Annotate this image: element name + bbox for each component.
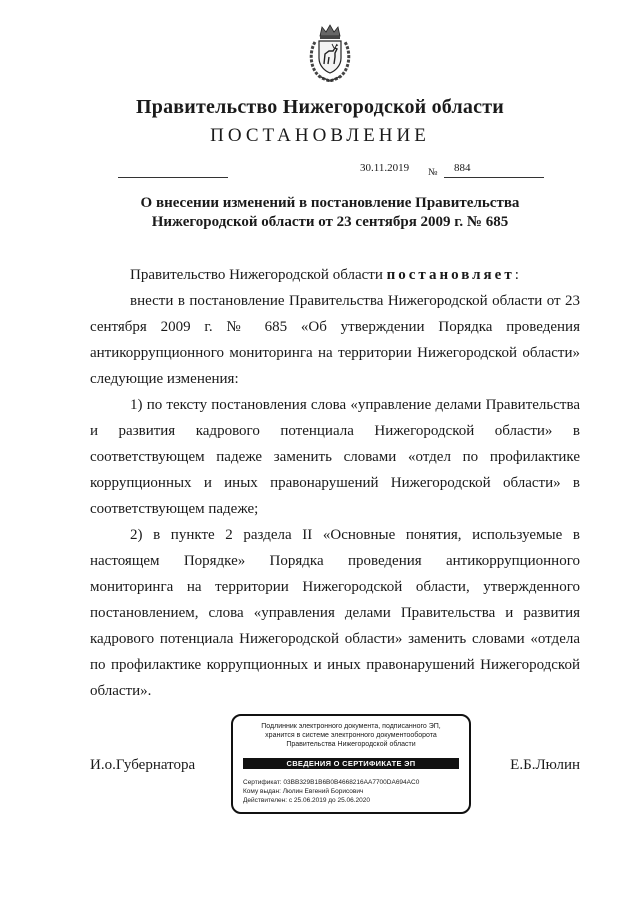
stamp-notice-line: Правительства Нижегородской области [286,741,416,748]
signer-position: И.о.Губернатора [90,757,196,773]
paragraph-item-1: 1) по тексту постановления слова «управление делами Правительства и развития кадрового потенциала Нижегородской области» в соответствующем падеже заменить словами «отдел по профилактике коррупционных и иных правонарушений Нижегородской области» в соответствующем падеже; [90,397,580,517]
intro-paragraph [90,262,580,288]
certificate-validity: Действителен: с 25.06.2019 до 25.06.2020 [243,797,371,804]
electronic-signature-stamp [231,714,471,814]
document-subject [120,194,540,232]
subject-line-1: О внесении изменений в постановление Правительства [140,195,520,211]
stamp-notice-line: хранится в системе электронного документооборота [265,732,437,739]
date-blank-line [118,177,228,178]
intro-text: Правительство Нижегородской области [130,267,387,283]
number-sign: № [428,167,438,178]
stamp-notice-line: Подлинник электронного документа, подписанного ЭП, [261,723,441,730]
stamp-header: СВЕДЕНИЯ О СЕРТИФИКАТЕ ЭП [243,758,459,769]
subject-line-2: Нижегородской области от 23 сентября 2009 г. № 685 [151,214,509,230]
intro-colon: : [514,267,519,283]
resolves-word: постановляет [386,267,515,283]
paragraph-item-2: 2) в пункте 2 раздела II «Основные понятия, используемые в настоящем Порядке» Порядка проведения антикоррупционного мониторинга на территории Нижегородской области, утвержденного постановлением, слова «управления делами Правительства и развития кадрового потенциала Нижегородской области» заменить словами «отдела по профилактике коррупционных и иных правонарушений Нижегородской области». [90,527,580,699]
government-title: Правительство Нижегородской области [136,96,504,118]
stamp-notice [237,722,465,749]
certificate-id: Сертификат: 03BB329B1B6B0B4668216AA7700DA694AC0 [243,779,420,786]
document-date: 30.11.2019 [360,162,410,174]
paragraph-main: внести в постановление Правительства Нижегородской области от 23 сентября 2009 г. № 685 «Об утверждении Порядка проведения антикоррупционного мониторинга на территории Нижегородской области» следующие изменения: [90,293,580,387]
document-body [90,262,580,704]
coat-of-arms-icon [307,24,353,82]
certificate-owner: Кому выдан: Люлин Евгений Борисович [243,788,364,795]
number-blank-line [444,177,544,178]
signer-name: Е.Б.Люлин [510,757,580,773]
document-number: 884 [454,162,471,174]
stamp-details [243,778,419,805]
document-type: ПОСТАНОВЛЕНИЕ [210,125,430,146]
